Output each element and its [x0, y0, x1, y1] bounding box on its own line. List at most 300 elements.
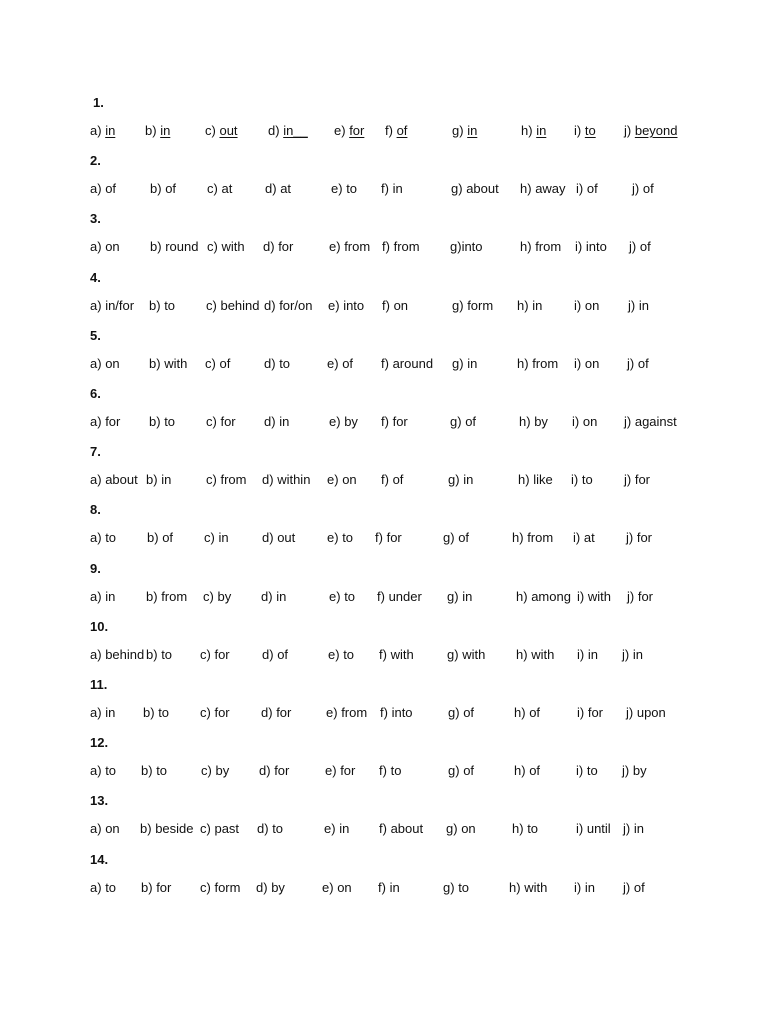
answer-word: in — [463, 472, 474, 488]
answer-item — [516, 589, 571, 605]
answer-word: for — [220, 414, 236, 429]
answer-item — [150, 181, 176, 197]
answer-letter: e) — [327, 355, 339, 371]
answer-word: of — [529, 705, 541, 720]
answer-word: to — [527, 821, 539, 837]
answer-letter: d) — [264, 297, 276, 313]
question-set-number: 9. — [90, 560, 101, 576]
answer-word: from — [341, 705, 368, 720]
answer-word: until — [586, 821, 611, 837]
answer-row — [0, 705, 768, 723]
answer-item — [380, 705, 413, 721]
answer-letter: a) — [90, 355, 102, 371]
answer-letter: g) — [452, 123, 464, 138]
answer-row — [0, 414, 768, 432]
answer-letter: b) — [147, 530, 159, 546]
answer-letter: j) — [626, 705, 634, 720]
answer-word: on — [105, 239, 120, 255]
answer-item — [518, 472, 553, 488]
answer-item — [447, 647, 485, 663]
answer-letter: j) — [623, 821, 631, 837]
answer-letter: i) — [576, 763, 584, 779]
answer-word: like — [533, 472, 553, 488]
answer-letter: e) — [327, 472, 339, 488]
answer-item — [573, 530, 595, 546]
answer-item — [141, 880, 171, 896]
answer-letter: d) — [262, 472, 274, 488]
answer-letter: i) — [571, 472, 579, 488]
answer-item — [450, 239, 483, 255]
answer-word: with — [221, 239, 245, 255]
answer-word: for — [278, 239, 294, 255]
answer-letter: e) — [322, 879, 334, 895]
answer-word: in — [632, 646, 643, 662]
answer-item — [322, 880, 352, 896]
answer-item — [623, 880, 645, 896]
answer-item — [509, 880, 547, 896]
answer-item — [576, 181, 598, 197]
answer-item — [331, 181, 357, 197]
answer-item — [201, 763, 229, 779]
answer-item — [514, 705, 540, 721]
answer-item — [624, 123, 678, 139]
answer-word: of — [463, 763, 475, 779]
answer-word: to — [458, 879, 470, 895]
answer-word: about — [105, 472, 138, 488]
answer-word: of — [586, 181, 598, 197]
answer-item — [90, 705, 115, 721]
question-set-number: 2. — [90, 153, 101, 169]
answer-word: on — [584, 297, 600, 313]
answer-letter: e) — [329, 239, 341, 255]
answer-letter: j) — [627, 588, 635, 604]
answer-letter: g) — [447, 588, 459, 604]
answer-letter: c) — [200, 646, 211, 662]
answer-letter: f) — [379, 821, 387, 837]
answer-item — [448, 472, 473, 488]
answer-word: upon — [636, 705, 666, 720]
answer-word: of — [637, 355, 649, 371]
answer-letter: b) — [146, 472, 158, 488]
answer-word: for — [340, 763, 356, 779]
answer-word: in — [105, 123, 116, 138]
answer-row — [0, 530, 768, 548]
answer-letter: b) — [140, 821, 152, 837]
answer-word: by — [632, 763, 647, 779]
answer-letter: d) — [261, 588, 273, 604]
answer-item — [624, 472, 650, 488]
answer-letter: c) — [204, 530, 215, 546]
answer-word: of — [639, 239, 651, 255]
answer-word: in — [638, 297, 649, 313]
answer-letter: f) — [382, 239, 390, 255]
answer-word: on — [337, 879, 352, 895]
answer-item — [90, 530, 116, 546]
answer-item — [146, 647, 172, 663]
question-set-number: 7. — [90, 444, 101, 460]
answer-word: of — [165, 181, 177, 197]
answer-item — [622, 763, 647, 779]
answer-letter: i) — [576, 181, 584, 197]
answer-letter: e) — [328, 646, 340, 662]
answer-letter: a) — [90, 181, 102, 197]
answer-letter: a) — [90, 879, 102, 895]
answer-letter: h) — [514, 763, 526, 779]
answer-word: for — [634, 472, 651, 488]
answer-word: into — [461, 239, 483, 255]
answer-letter: h) — [519, 414, 531, 429]
answer-item — [149, 356, 187, 372]
answer-word: under — [388, 588, 422, 604]
answer-item — [145, 123, 170, 139]
answer-item — [574, 880, 595, 896]
answer-letter: d) — [262, 646, 274, 662]
answer-item — [203, 589, 231, 605]
answer-item — [517, 298, 542, 314]
answer-item — [512, 530, 553, 546]
answer-item — [90, 356, 120, 372]
answer-item — [329, 239, 370, 255]
answer-word: to — [164, 297, 176, 313]
answer-letter: e) — [329, 414, 341, 429]
answer-letter: g) — [452, 297, 464, 313]
answer-letter: i) — [577, 646, 585, 662]
answer-letter: i) — [576, 821, 584, 837]
question-set-number: 11. — [90, 677, 108, 692]
answer-word: in — [279, 414, 290, 429]
answer-letter: f) — [379, 646, 387, 662]
answer-letter: i) — [572, 414, 580, 429]
answer-word: of — [458, 530, 470, 546]
answer-item — [90, 763, 116, 779]
answer-item — [147, 530, 173, 546]
answer-word: for — [276, 705, 292, 720]
answer-row — [0, 880, 768, 898]
answer-word: to — [390, 763, 402, 779]
answer-word: from — [393, 239, 420, 255]
answer-word: in — [587, 646, 598, 662]
answer-letter: i) — [574, 123, 582, 138]
answer-word: of — [277, 646, 289, 662]
question-set-number: 12. — [90, 735, 109, 751]
answer-item — [327, 530, 353, 546]
answer-item — [632, 181, 654, 197]
answer-item — [577, 589, 611, 605]
question-set-number: 4. — [90, 269, 101, 285]
answer-item — [520, 181, 566, 197]
answer-word: to — [164, 414, 176, 429]
answer-item — [452, 298, 493, 314]
answer-item — [626, 530, 652, 546]
answer-item — [268, 123, 308, 139]
question-set-number: 5. — [90, 327, 101, 343]
answer-word: with — [390, 646, 414, 662]
answer-letter: e) — [324, 821, 336, 837]
answer-word: into — [391, 705, 413, 720]
answer-word: of — [162, 530, 174, 546]
answer-word: for — [105, 414, 121, 429]
answer-letter: c) — [205, 355, 216, 371]
answer-letter: b) — [145, 123, 157, 138]
question-set-number: 8. — [90, 502, 101, 518]
answer-item — [327, 356, 353, 372]
answer-letter: b) — [149, 297, 161, 313]
answer-word: for — [214, 646, 230, 662]
answer-letter: g) — [450, 414, 462, 429]
answer-word: from — [161, 588, 188, 604]
answer-word: on — [461, 821, 476, 837]
answer-item — [379, 763, 401, 779]
answer-item — [448, 763, 474, 779]
answer-word: round — [165, 239, 199, 255]
answer-item — [572, 414, 597, 430]
answer-letter: h) — [512, 530, 524, 546]
answer-letter: b) — [143, 705, 155, 720]
answer-word: on — [582, 414, 598, 429]
answer-item — [200, 821, 239, 837]
answer-word: by — [271, 879, 285, 895]
answer-word: for — [587, 705, 604, 720]
answer-item — [381, 414, 408, 430]
answer-letter: b) — [146, 588, 158, 604]
answer-letter: h) — [518, 472, 530, 488]
answer-word: in — [161, 472, 172, 488]
answer-letter: g) — [443, 530, 455, 546]
answer-word: with — [524, 879, 548, 895]
answer-word: in — [276, 588, 287, 604]
answer-letter: a) — [90, 297, 102, 313]
answer-letter: h) — [517, 297, 529, 313]
answer-letter: d) — [264, 414, 276, 429]
answer-item — [381, 181, 403, 197]
answer-letter: a) — [90, 646, 102, 662]
answer-letter: j) — [624, 472, 632, 488]
answer-letter: g) — [448, 763, 460, 779]
answer-letter: a) — [90, 763, 102, 779]
answer-word: from — [220, 472, 247, 488]
answer-word: behind — [105, 646, 145, 662]
answer-item — [205, 123, 238, 139]
answer-word: from — [532, 355, 559, 371]
answer-letter: g) — [448, 472, 460, 488]
answer-word: at — [583, 530, 595, 546]
answer-letter: f) — [381, 472, 389, 488]
answer-item — [577, 647, 598, 663]
answer-item — [141, 763, 167, 779]
answer-item — [206, 414, 236, 430]
answer-item — [519, 414, 548, 430]
answer-letter: d) — [264, 355, 276, 371]
answer-letter: j) — [628, 297, 636, 313]
answer-letter: d) — [261, 705, 273, 720]
answer-word: in — [462, 588, 473, 604]
answer-letter: a) — [90, 588, 102, 604]
answer-word: past — [214, 821, 240, 837]
question-set-number: 14. — [90, 851, 109, 867]
answer-word: of — [633, 879, 645, 895]
answer-word: at — [221, 181, 233, 197]
answer-word: to — [105, 763, 117, 779]
answer-item — [200, 705, 230, 721]
answer-word: of — [529, 763, 541, 779]
answer-item — [265, 181, 291, 197]
answer-word: of — [392, 472, 404, 488]
answer-letter: j) — [632, 181, 640, 197]
answer-item — [334, 123, 364, 139]
answer-item — [149, 414, 175, 430]
answer-item — [328, 647, 354, 663]
answer-item — [200, 647, 230, 663]
answer-word: in — [160, 123, 171, 138]
answer-row — [0, 763, 768, 781]
answer-letter: b) — [150, 181, 162, 197]
answer-item — [623, 821, 644, 837]
answer-item — [90, 821, 120, 837]
answer-letter: g) — [443, 879, 455, 895]
answer-word: in — [105, 705, 116, 720]
answer-word: to — [105, 530, 117, 546]
answer-item — [264, 298, 312, 314]
answer-item — [575, 239, 607, 255]
answer-item — [377, 589, 422, 605]
answer-letter: j) — [624, 414, 632, 429]
answer-word: away — [535, 181, 566, 197]
answer-item — [520, 239, 561, 255]
answer-letter: j) — [622, 646, 630, 662]
answer-word: for — [156, 879, 172, 895]
answer-letter: c) — [203, 588, 214, 604]
answer-item — [512, 821, 538, 837]
answer-item — [325, 763, 355, 779]
answer-item — [90, 472, 138, 488]
answer-item — [574, 298, 599, 314]
answer-word: in — [392, 181, 403, 197]
answer-word: in — [532, 297, 543, 313]
answer-letter: e) — [326, 705, 338, 720]
answer-row — [0, 647, 768, 665]
answer-word: from — [344, 239, 371, 255]
answer-item — [90, 414, 120, 430]
answer-item — [382, 239, 420, 255]
answer-letter: g) — [446, 821, 458, 837]
answer-word: out — [277, 530, 296, 546]
answer-row — [0, 181, 768, 199]
answer-word: for — [274, 763, 290, 779]
answer-item — [576, 763, 598, 779]
answer-word: in — [339, 821, 350, 837]
answer-word: to — [156, 763, 168, 779]
answer-letter: j) — [626, 530, 634, 546]
answer-item — [90, 239, 120, 255]
answer-word: by — [344, 414, 358, 429]
answer-item — [262, 472, 310, 488]
answer-letter: e) — [334, 123, 346, 138]
answer-word: to — [344, 588, 356, 604]
answer-letter: a) — [90, 530, 102, 546]
answer-letter: b) — [149, 414, 161, 429]
answer-word: to — [342, 530, 354, 546]
answer-letter: c) — [207, 181, 218, 197]
answer-word: in — [467, 355, 478, 371]
answer-word: about — [466, 181, 499, 197]
answer-letter: j) — [624, 123, 632, 138]
answer-word: for — [636, 530, 653, 546]
answer-item — [207, 181, 232, 197]
answer-item — [381, 472, 403, 488]
answer-letter: j) — [627, 355, 635, 371]
answer-word: from — [527, 530, 554, 546]
answer-letter: j) — [629, 239, 637, 255]
answer-letter: e) — [328, 297, 340, 313]
answer-word: by — [215, 763, 230, 779]
answer-letter: c) — [200, 821, 211, 837]
answer-item — [329, 414, 358, 430]
answer-letter: g) — [451, 181, 463, 197]
answer-letter: h) — [516, 588, 528, 604]
answer-letter: c) — [205, 123, 216, 138]
answer-letter: b) — [141, 763, 153, 779]
answer-letter: i) — [574, 297, 582, 313]
answer-word: to — [346, 181, 358, 197]
answer-letter: c) — [206, 297, 217, 313]
question-set-number: 13. — [90, 793, 109, 809]
answer-word: on — [393, 297, 409, 313]
answer-item — [146, 589, 187, 605]
answer-letter: h) — [517, 355, 529, 371]
answer-word: for — [214, 705, 230, 720]
answer-item — [328, 298, 364, 314]
answer-item — [140, 821, 194, 837]
answer-word: of — [642, 181, 654, 197]
answer-item — [450, 414, 476, 430]
answer-item — [264, 356, 290, 372]
answer-item — [200, 880, 240, 896]
answer-letter: g) — [452, 355, 464, 371]
answer-item — [628, 298, 649, 314]
answer-letter: c) — [201, 763, 212, 779]
answer-item — [381, 356, 433, 372]
answer-item — [90, 589, 115, 605]
answer-item — [378, 880, 400, 896]
answer-letter: d) — [256, 879, 268, 895]
question-set-number: 10. — [90, 618, 109, 634]
answer-word: to — [279, 355, 291, 371]
answer-word: for/on — [279, 297, 313, 313]
answer-row — [0, 298, 768, 316]
answer-letter: d) — [257, 821, 269, 837]
answer-letter: d) — [259, 763, 271, 779]
answer-letter: g) — [448, 705, 460, 720]
answer-row — [0, 356, 768, 374]
answer-word: with — [531, 646, 555, 662]
answer-letter: f) — [377, 588, 385, 604]
answer-letter: f) — [382, 297, 390, 313]
answer-item — [206, 298, 260, 314]
answer-letter: a) — [90, 239, 102, 255]
answer-letter: e) — [331, 181, 343, 197]
answer-word: to — [343, 646, 355, 662]
answer-item — [443, 880, 469, 896]
answer-item — [256, 880, 285, 896]
answer-word: of — [342, 355, 354, 371]
answer-word: with — [164, 355, 188, 371]
answer-word: to — [581, 472, 593, 488]
answer-letter: h) — [512, 821, 524, 837]
answer-word: of — [463, 705, 475, 720]
answer-word: from — [535, 239, 562, 255]
answer-word: into — [343, 297, 365, 313]
answer-letter: h) — [520, 181, 532, 197]
